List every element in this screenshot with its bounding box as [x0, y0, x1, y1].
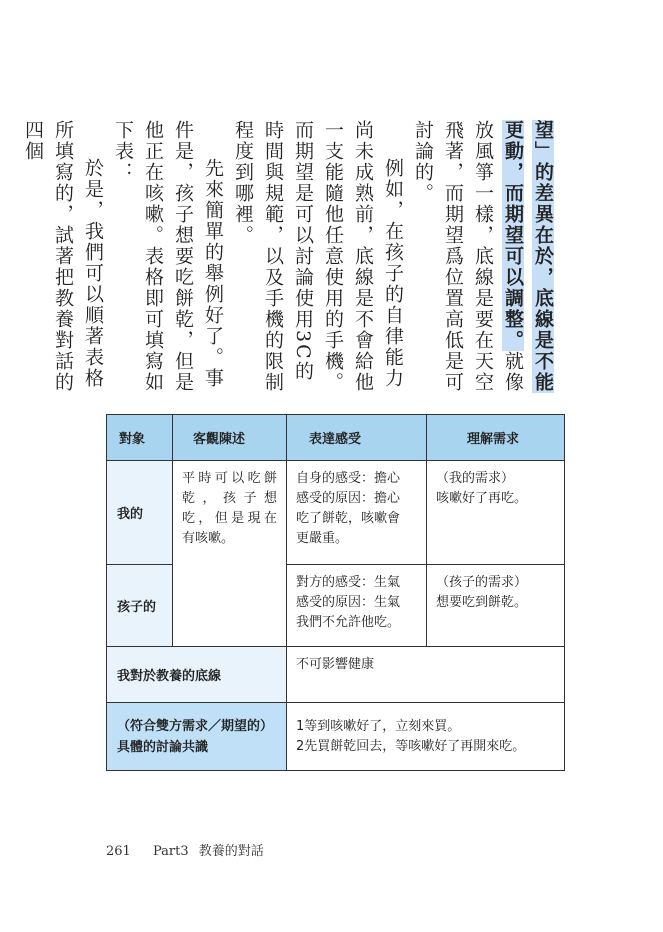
vertical-body-text — [22, 120, 558, 400]
child-need-line: 想要吃到餅乾。 — [436, 595, 528, 610]
objective-cell — [173, 461, 287, 647]
table-header-row — [107, 415, 565, 461]
paragraph-2: 例如，在孩子的自律能力尚未成熟前，底線是不會給他一支能隨他任意使用的手機。而期望是可以討論使用3C的時間與規範，以及手機的限制程度到哪裡。 — [232, 120, 404, 393]
consensus-item: 1等到咳嗽好了，立刻來買。 — [296, 718, 461, 734]
me-feeling-line: 感受的原因：擔心 — [296, 491, 401, 506]
consensus-label — [107, 703, 287, 771]
table-row-bottom-line — [107, 647, 565, 703]
consensus-label-line: 具體的討論共識 — [117, 739, 209, 755]
header-objective: 客觀陳述 — [173, 415, 287, 461]
chapter-title: 教養的對話 — [198, 844, 264, 859]
child-feeling-line: 對方的感受：生氣 — [296, 575, 401, 590]
header-feeling: 表達感受 — [287, 415, 427, 461]
me-feeling-cell — [287, 461, 427, 565]
consensus-label-line: （符合雙方需求／期望的） — [117, 718, 274, 734]
paragraph-1 — [408, 120, 558, 400]
row-label-child: 孩子的 — [107, 565, 173, 647]
paragraph-3: 先來簡單的舉例好了。事件是，孩子想要吃餅乾，但是他正在咳嗽。表格即可填寫如下表： — [112, 120, 224, 393]
child-feeling-line: 我們不允許他吃。 — [296, 615, 401, 630]
me-feeling-line: 吃了餅乾，咳嗽會 — [296, 511, 401, 526]
child-need-cell — [427, 565, 565, 647]
header-target: 對象 — [107, 415, 173, 461]
bottom-line-label: 我對於教養的底線 — [107, 647, 287, 703]
page-number: 261 — [106, 844, 131, 859]
me-feeling-line: 更嚴重。 — [296, 531, 349, 546]
objective-line: 乾，孩子想 — [182, 491, 277, 506]
paragraph-4: 於是，我們可以順著表格所填寫的，試著把教養對話的四個 — [22, 120, 104, 393]
consensus-cell — [287, 703, 565, 771]
paragraph-1-rest: 就像放風箏一樣，底線是要在天空飛著，而期望爲位置高低是可討論的。 — [412, 120, 524, 393]
table-row-consensus — [107, 703, 565, 771]
parenting-table — [106, 414, 565, 771]
header-need: 理解需求 — [427, 415, 565, 461]
part-label: Part3 — [152, 844, 189, 859]
me-need-line: 咳嗽好了再吃。 — [436, 491, 528, 506]
me-feeling-line: 自身的感受：擔心 — [296, 471, 401, 486]
child-feeling-line: 感受的原因：生氣 — [296, 595, 401, 610]
objective-line: 有咳嗽。 — [182, 531, 235, 546]
bottom-line-value: 不可影響健康 — [287, 647, 565, 703]
row-label-me: 我的 — [107, 461, 173, 565]
child-feeling-cell — [287, 565, 427, 647]
table-row-me — [107, 461, 565, 565]
highlighted-text: 望」的差異在於，底線是不能更動，而期望可以調整。 — [502, 120, 554, 393]
objective-line: 平時可以吃餅 — [182, 471, 277, 486]
consensus-item: 2先買餅乾回去，等咳嗽好了再開來吃。 — [296, 738, 526, 754]
me-need-line: （我的需求） — [436, 471, 515, 486]
me-need-cell — [427, 461, 565, 565]
page-footer — [106, 840, 282, 859]
objective-line: 吃，但是現在 — [182, 511, 277, 526]
child-need-line: （孩子的需求） — [436, 575, 528, 590]
